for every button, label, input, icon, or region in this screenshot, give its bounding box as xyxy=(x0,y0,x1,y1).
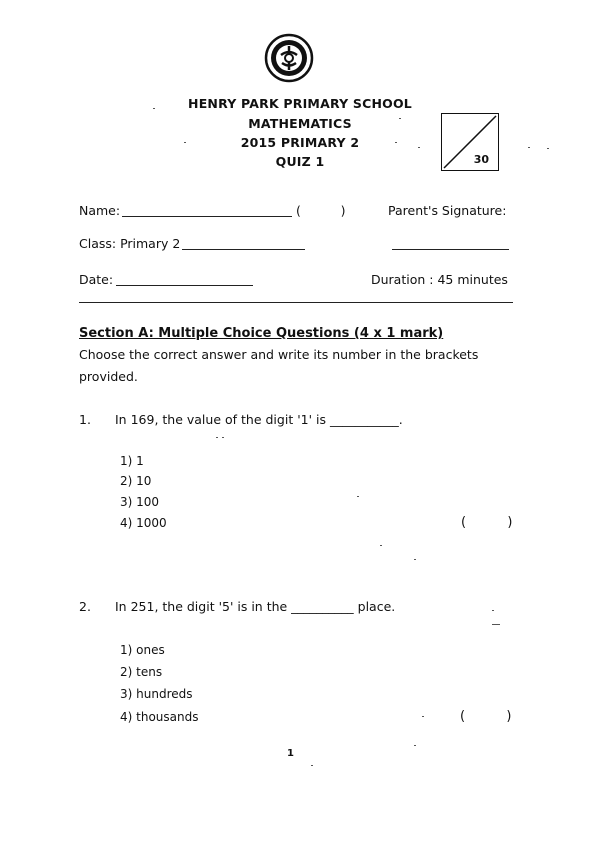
subject-title: MATHEMATICS xyxy=(248,116,352,131)
name-input-line[interactable] xyxy=(122,216,292,217)
question-1-option-1: 1) 1 xyxy=(120,454,144,468)
scan-speck xyxy=(422,716,424,717)
class-input-line[interactable] xyxy=(182,249,305,250)
scan-speck xyxy=(222,437,224,438)
scan-speck xyxy=(153,108,155,109)
page-number: 1 xyxy=(287,748,294,759)
scan-speck xyxy=(492,610,494,611)
question-2-text: In 251, the digit '5' is in the __________ place. xyxy=(115,599,396,614)
question-1-option-4: 4) 1000 xyxy=(120,516,167,530)
section-a-title: Section A: Multiple Choice Questions (4 x 1 mark) xyxy=(79,326,444,341)
scan-speck xyxy=(184,142,186,143)
question-2-option-2: 2) tens xyxy=(120,665,163,679)
score-total: 30 xyxy=(473,153,489,166)
question-2-answer-brackets[interactable]: ( ) xyxy=(460,709,512,724)
scan-speck xyxy=(414,559,416,560)
duration-label: Duration : 45 minutes xyxy=(371,272,508,287)
scan-speck xyxy=(380,545,382,546)
quiz-title: QUIZ 1 xyxy=(275,154,325,169)
level-title: 2015 PRIMARY 2 xyxy=(240,135,360,150)
name-class-number-brackets: ( ) xyxy=(296,203,346,218)
question-2-option-3: 3) hundreds xyxy=(120,687,193,701)
scan-speck xyxy=(311,765,313,766)
school-crest-icon xyxy=(264,33,314,83)
scan-speck xyxy=(395,142,397,143)
question-1-text: In 169, the value of the digit '1' is ___________. xyxy=(115,412,403,427)
question-1-answer-brackets[interactable]: ( ) xyxy=(461,515,513,530)
section-a-instructions-line1: Choose the correct answer and write its number in the brackets xyxy=(79,347,479,362)
question-2-option-4: 4) thousands xyxy=(120,710,199,724)
scan-speck xyxy=(357,496,359,497)
scan-speck xyxy=(547,148,549,149)
scan-speck xyxy=(399,118,401,119)
scan-speck xyxy=(216,437,218,438)
score-box xyxy=(441,113,499,171)
question-2-number: 2. xyxy=(79,599,91,614)
scan-speck xyxy=(528,147,530,148)
question-1-option-3: 3) 100 xyxy=(120,495,160,509)
parent-signature-label: Parent's Signature: xyxy=(388,203,507,218)
date-input-line[interactable] xyxy=(116,285,253,286)
header-divider xyxy=(79,302,513,303)
scan-speck xyxy=(418,147,420,148)
name-label: Name: xyxy=(79,203,121,218)
question-1-number: 1. xyxy=(79,412,91,427)
school-name: HENRY PARK PRIMARY SCHOOL xyxy=(188,96,412,111)
scan-speck xyxy=(492,624,500,625)
parent-signature-line[interactable] xyxy=(392,249,509,250)
date-label: Date: xyxy=(79,272,114,287)
question-1-option-2: 2) 10 xyxy=(120,474,152,488)
section-a-instructions-line2: provided. xyxy=(79,369,138,384)
scan-speck xyxy=(414,745,416,746)
question-2-option-1: 1) ones xyxy=(120,643,165,657)
class-label: Class: Primary 2 xyxy=(79,236,181,251)
score-divider-line xyxy=(442,114,498,170)
